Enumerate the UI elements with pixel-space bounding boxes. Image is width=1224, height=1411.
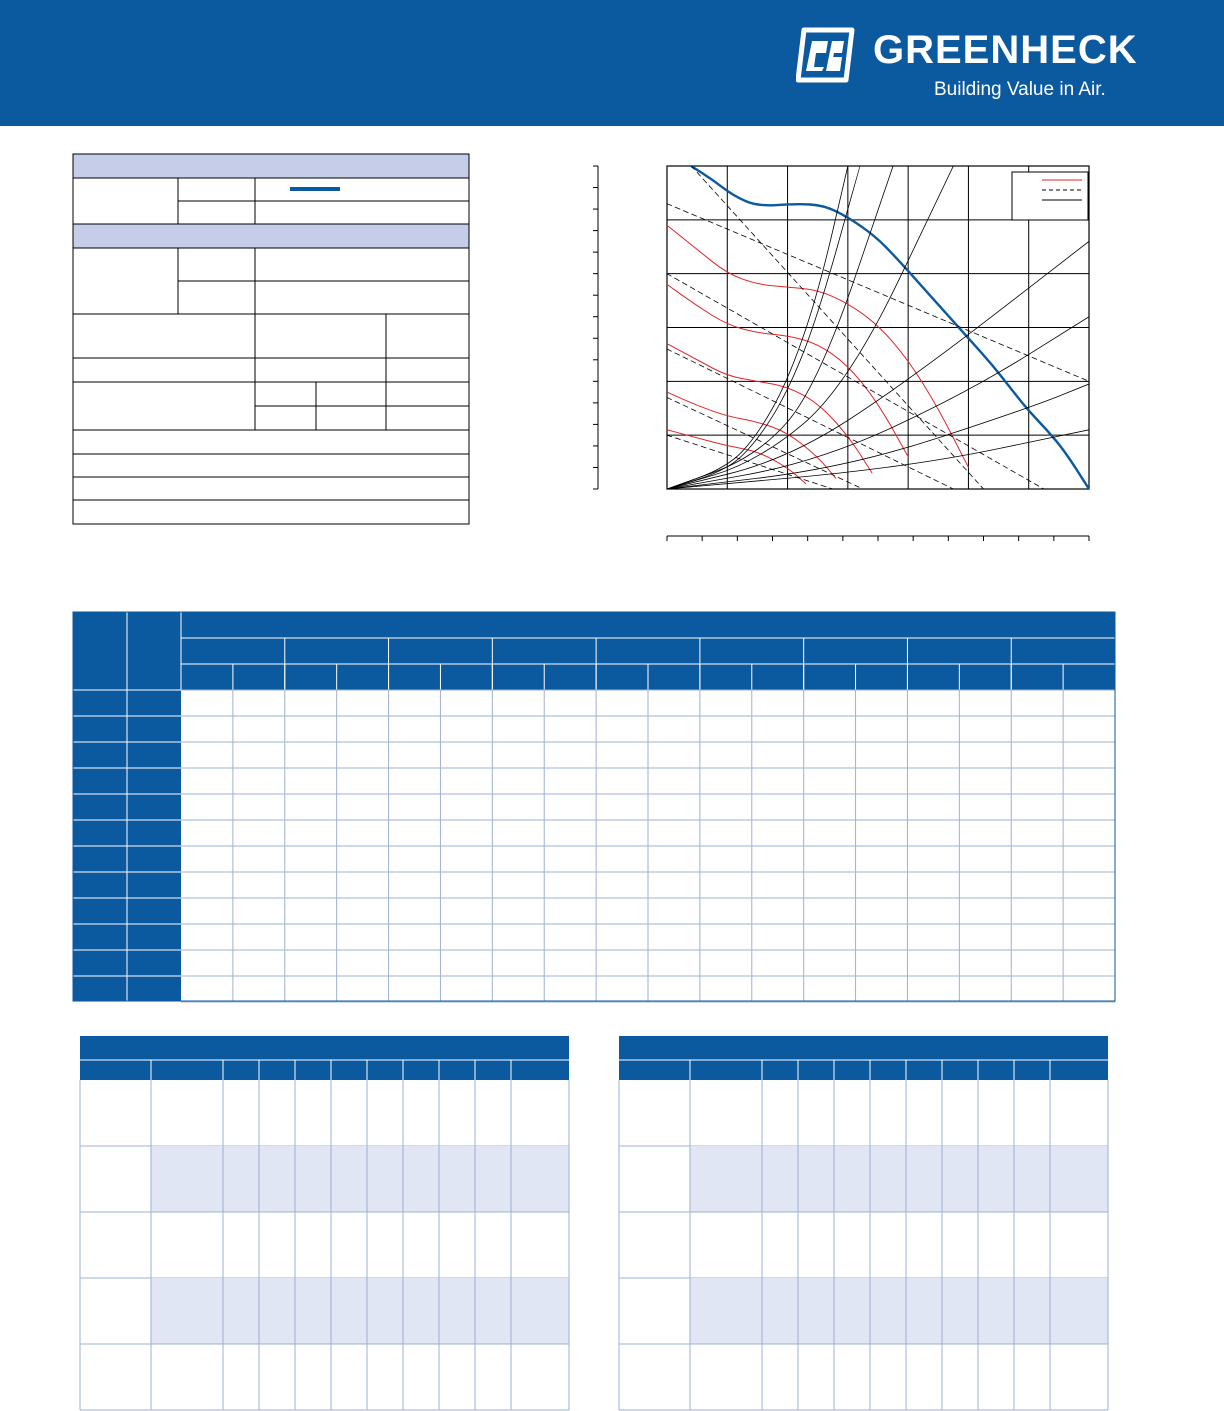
chart-series-line-4	[667, 344, 872, 473]
sound-table-right	[619, 1036, 1108, 1410]
chart-series-line-12	[667, 139, 984, 489]
sound-row-shade	[151, 1146, 569, 1212]
chart-series-line-20	[667, 430, 1089, 489]
perf-table-header	[73, 612, 1115, 690]
chart-series-line-7	[667, 204, 1089, 382]
brand-tagline: Building Value in Air.	[934, 79, 1106, 100]
spec-table	[73, 154, 469, 524]
spec-section-header	[73, 154, 469, 178]
chart-series-line-18	[667, 317, 1089, 489]
brand-name: GREENHECK	[873, 28, 1138, 72]
sound-row-shade	[151, 1278, 569, 1344]
fan-performance-chart	[593, 139, 1089, 541]
sound-row-shade	[690, 1146, 1108, 1212]
sound-table-header	[80, 1036, 569, 1080]
chart-legend	[1012, 172, 1088, 220]
sound-table-left	[80, 1036, 569, 1410]
performance-table	[73, 612, 1115, 1002]
spec-block	[73, 248, 469, 524]
sound-row-shade	[690, 1278, 1108, 1344]
spec-section-header	[73, 224, 469, 248]
chart-series-line-2	[667, 225, 968, 467]
sound-table-header	[619, 1036, 1108, 1080]
